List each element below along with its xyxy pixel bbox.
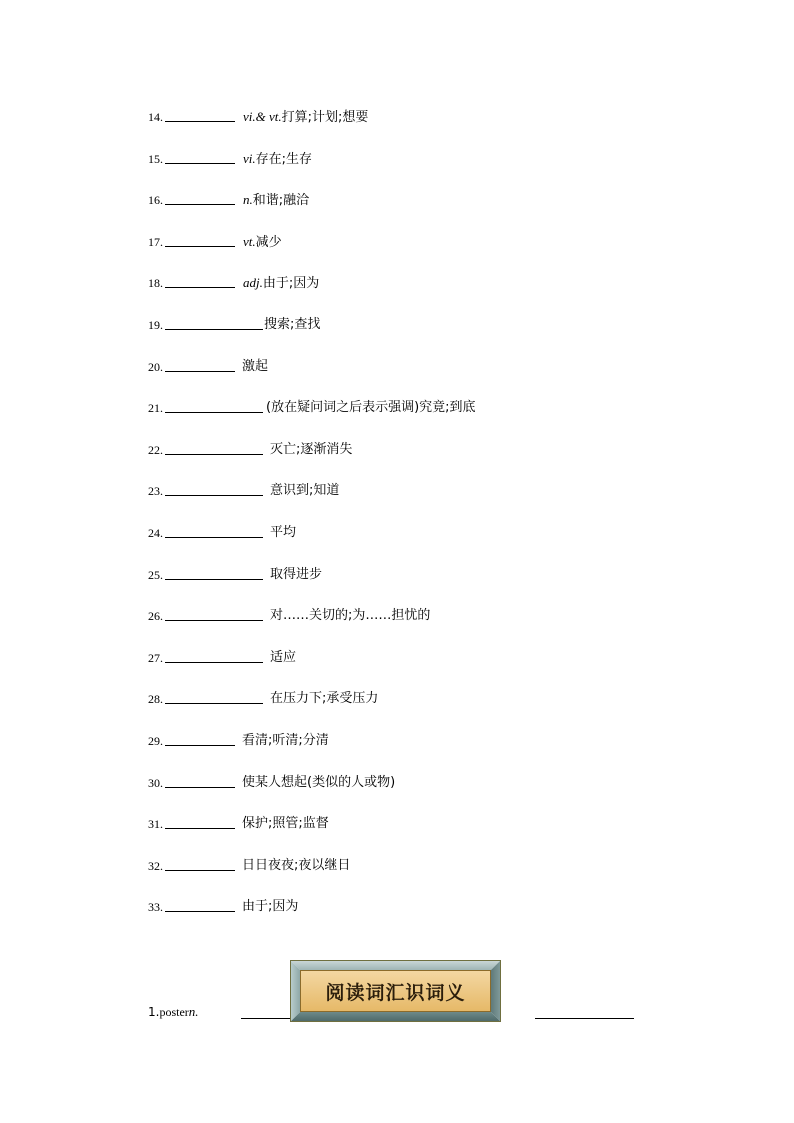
- entry-gloss: [243, 273, 319, 294]
- entry-number: 28.: [148, 692, 163, 706]
- section-title: 阅读词汇识词义: [300, 970, 491, 1012]
- gloss-text: 打算;计划;想要: [281, 110, 369, 125]
- entry-gloss: [270, 606, 430, 626]
- answer-blank[interactable]: [165, 287, 235, 288]
- banner-bevel: [291, 961, 300, 1021]
- entry-number: 18.: [148, 276, 163, 290]
- banner-bevel: [291, 961, 500, 970]
- entry-number: 21.: [148, 401, 163, 415]
- gloss-text: 和谐;融洽: [252, 193, 310, 208]
- entry-number: 16.: [148, 193, 163, 207]
- entry-gloss: [243, 232, 282, 253]
- entry-number: 25.: [148, 568, 163, 582]
- gloss-text: (放在疑问词之后表示强调)究竟;到底: [266, 400, 476, 415]
- answer-blank[interactable]: [165, 787, 235, 788]
- reading-entry: [148, 1002, 199, 1022]
- entry-gloss: [242, 814, 329, 834]
- entry-gloss: [270, 565, 322, 585]
- reading-part-of-speech: n.: [188, 1004, 199, 1019]
- answer-blank[interactable]: [165, 620, 263, 621]
- entry-number: 23.: [148, 484, 163, 498]
- answer-blank[interactable]: [165, 870, 235, 871]
- reading-word: poster: [159, 1005, 189, 1019]
- entry-gloss: [243, 107, 368, 128]
- reading-number: 1.: [148, 1005, 160, 1019]
- entry-number: 31.: [148, 817, 163, 831]
- gloss-text: 适应: [270, 650, 297, 665]
- answer-blank[interactable]: [165, 246, 235, 247]
- entry-gloss: [270, 648, 296, 668]
- answer-blank[interactable]: [535, 1018, 634, 1019]
- gloss-text: 保护;照管;监督: [242, 816, 329, 831]
- gloss-text: 搜索;查找: [264, 317, 321, 332]
- gloss-text: 日日夜夜;夜以继日: [242, 858, 351, 873]
- answer-blank[interactable]: [165, 121, 235, 122]
- gloss-text: 看清;听清;分清: [242, 733, 329, 748]
- entry-gloss: [264, 315, 320, 335]
- gloss-text: 减少: [255, 235, 282, 250]
- entry-gloss: [243, 190, 309, 211]
- entry-number: 19.: [148, 318, 163, 332]
- answer-blank[interactable]: [165, 163, 235, 164]
- answer-blank[interactable]: [165, 703, 263, 704]
- gloss-text: 由于;因为: [262, 276, 320, 291]
- entry-gloss: [242, 357, 268, 377]
- entry-number: 22.: [148, 443, 163, 457]
- gloss-text: 激起: [242, 359, 269, 374]
- answer-blank[interactable]: [165, 412, 263, 413]
- answer-blank[interactable]: [165, 329, 263, 330]
- answer-blank[interactable]: [165, 662, 263, 663]
- section-banner: [290, 960, 501, 1022]
- entry-gloss: [270, 523, 296, 543]
- gloss-text: 意识到;知道: [270, 483, 340, 498]
- entry-gloss: [242, 731, 329, 751]
- entry-number: 32.: [148, 859, 163, 873]
- gloss-text: 使某人想起(类似的人或物): [242, 775, 396, 790]
- entry-gloss: [270, 440, 352, 460]
- gloss-text: 在压力下;承受压力: [270, 691, 379, 706]
- entry-number: 30.: [148, 776, 163, 790]
- answer-blank[interactable]: [165, 579, 263, 580]
- part-of-speech: n.: [243, 192, 253, 207]
- entry-number: 20.: [148, 360, 163, 374]
- answer-blank[interactable]: [165, 204, 235, 205]
- entry-number: 24.: [148, 526, 163, 540]
- answer-blank[interactable]: [165, 828, 235, 829]
- part-of-speech: adj.: [243, 275, 263, 290]
- gloss-text: 灭亡;逐渐消失: [270, 442, 353, 457]
- entry-number: 14.: [148, 110, 163, 124]
- gloss-text: 由于;因为: [242, 899, 299, 914]
- entry-number: 26.: [148, 609, 163, 623]
- entry-number: 27.: [148, 651, 163, 665]
- gloss-text: 对……关切的;为……担忧的: [270, 608, 431, 623]
- answer-blank[interactable]: [165, 537, 263, 538]
- entry-gloss: [242, 856, 350, 876]
- part-of-speech: vi.: [243, 151, 256, 166]
- entry-gloss: [242, 773, 395, 793]
- answer-blank[interactable]: [165, 745, 235, 746]
- entry-number: 15.: [148, 152, 163, 166]
- part-of-speech: vi.& vt.: [243, 109, 282, 124]
- gloss-text: 取得进步: [270, 567, 323, 582]
- answer-blank[interactable]: [165, 371, 235, 372]
- entry-number: 29.: [148, 734, 163, 748]
- banner-bevel: [491, 961, 500, 1021]
- entry-gloss: [242, 897, 298, 917]
- entry-gloss: [270, 689, 378, 709]
- answer-blank[interactable]: [165, 911, 235, 912]
- answer-blank[interactable]: [165, 454, 263, 455]
- entry-gloss: [266, 398, 476, 418]
- banner-bevel: [291, 1012, 500, 1021]
- answer-blank[interactable]: [165, 495, 263, 496]
- entry-number: 33.: [148, 900, 163, 914]
- gloss-text: 存在;生存: [255, 152, 313, 167]
- entry-gloss: [243, 149, 312, 170]
- gloss-text: 平均: [270, 525, 297, 540]
- entry-gloss: [270, 481, 339, 501]
- answer-blank[interactable]: [241, 1018, 291, 1019]
- part-of-speech: vt.: [243, 234, 256, 249]
- entry-number: 17.: [148, 235, 163, 249]
